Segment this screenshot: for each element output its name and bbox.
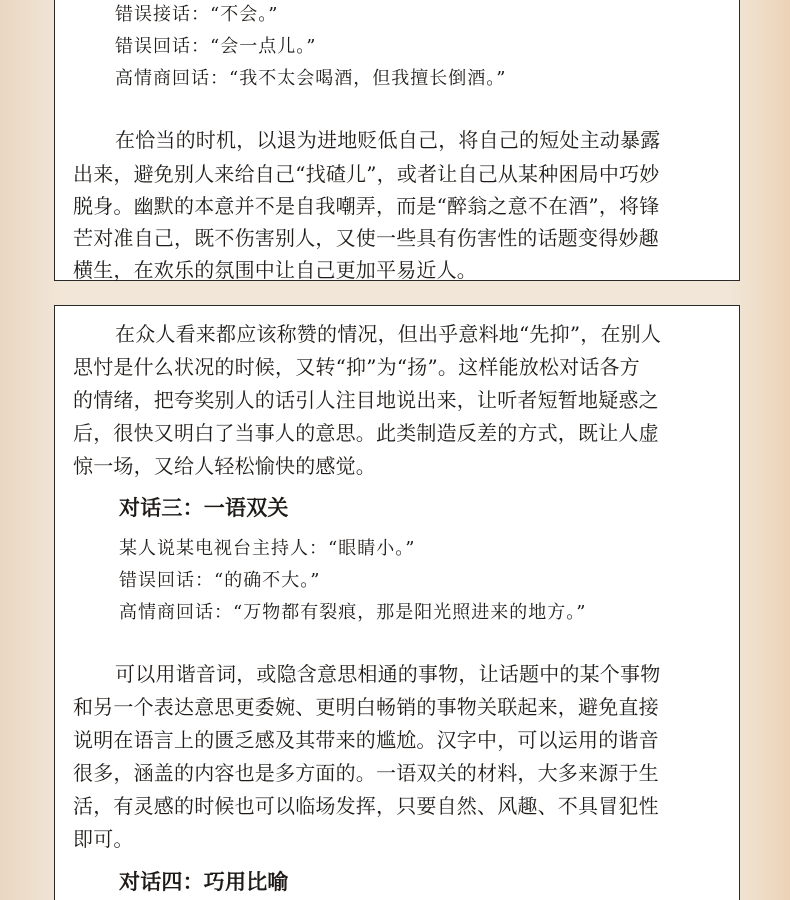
dialogue-line: 高情商回话：“我不太会喝酒，但我擅长倒酒。” [115, 68, 507, 89]
section-heading: 对话三：一语双关 [119, 495, 289, 520]
page-card-top [54, 0, 740, 281]
paragraph-line: 很多，涵盖的内容也是多方面的。一语双关的材料，大多来源于生 [73, 761, 659, 785]
paragraph-line: 和另一个表达意思更委婉、更明白畅销的事物关联起来，避免直接 [73, 695, 659, 719]
paragraph-line: 芒对准自己，既不伤害别人，又使一些具有伤害性的话题变得妙趣 [73, 226, 659, 250]
paragraph-line: 出来，避免别人来给自己“找碴儿”，或者让自己从某种困局中巧妙 [73, 162, 660, 186]
paragraph-line: 可以用谐音词，或隐含意思相通的事物，让话题中的某个事物 [115, 662, 661, 686]
section-heading: 对话四：巧用比喻 [119, 869, 289, 894]
page-card-bottom [54, 305, 740, 900]
dialogue-line: 错误回话：“会一点儿。” [115, 36, 317, 57]
paragraph-line: 横生，在欢乐的氛围中让自己更加平易近人。 [73, 258, 477, 282]
paragraph-line: 说明在语言上的匮乏感及其带来的尴尬。汉字中，可以运用的谐音 [73, 728, 659, 752]
paragraph-line: 思忖是什么状况的时候，又转“抑”为“扬”。这样能放松对话各方 [73, 355, 640, 379]
dialogue-line: 高情商回话：“万物都有裂痕，那是阳光照进来的地方。” [119, 602, 587, 623]
paragraph-line: 活，有灵感的时候也可以临场发挥，只要自然、风趣、不具冒犯性 [73, 794, 659, 818]
dialogue-line: 错误回话：“的确不大。” [119, 570, 321, 591]
paragraph-line: 即可。 [73, 827, 134, 851]
paragraph-line: 在恰当的时机，以退为进地贬低自己，将自己的短处主动暴露 [115, 128, 661, 152]
dialogue-line: 某人说某电视台主持人：“眼睛小。” [119, 538, 416, 559]
paragraph-line: 的情绪，把夸奖别人的话引人注目地说出来，让听者短暂地疑惑之 [73, 388, 659, 412]
paragraph-line: 脱身。幽默的本意并不是自我嘲弄，而是“醉翁之意不在酒”，将锋 [73, 194, 660, 218]
background-left-glow [0, 0, 60, 900]
paragraph-line: 后，很快又明白了当事人的意思。此类制造反差的方式，既让人虚 [73, 421, 659, 445]
dialogue-line: 错误接话：“不会。” [115, 4, 279, 25]
paragraph-line: 惊一场，又给人轻松愉快的感觉。 [73, 454, 376, 478]
paragraph-line: 在众人看来都应该称赞的情况，但出乎意料地“先抑”，在别人 [115, 322, 662, 346]
